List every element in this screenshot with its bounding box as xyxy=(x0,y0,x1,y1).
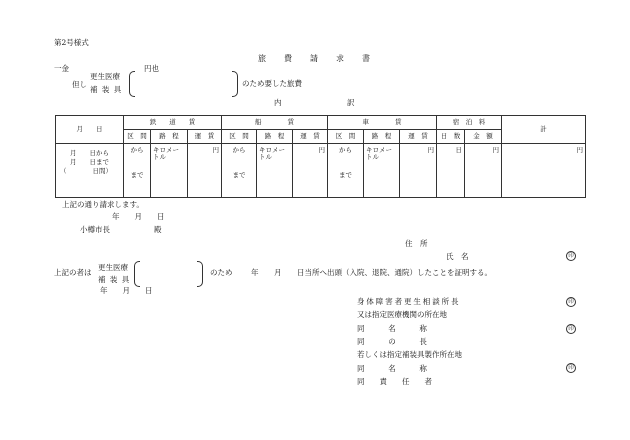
certifier-line-1: 身体障害者更生相談所長 xyxy=(357,297,461,306)
certifier-line-2: 又は指定医療機関の所在地 xyxy=(357,310,447,319)
certifier-line-7: 同 責 任 者 xyxy=(357,377,432,386)
rail-header: 鉄 道 賃 xyxy=(124,116,222,130)
brace-left xyxy=(129,71,135,97)
lodging-amount-header: 金 額 xyxy=(465,130,502,144)
car-distance-cell[interactable] xyxy=(364,144,400,198)
yen-unit: 円 xyxy=(576,146,584,154)
certifier-line-6: 同 名 称 xyxy=(357,364,428,373)
lodging-days-header: 日 数 xyxy=(437,130,465,144)
device-option-prosthetic: 補 装 具 xyxy=(90,85,123,94)
certifier-line-5: 若しくは指定補装具製作所在地 xyxy=(357,350,462,359)
title-char: 求 xyxy=(336,54,344,63)
date-cell[interactable] xyxy=(56,144,124,198)
certify-device-prosthetic: 補 装 具 xyxy=(98,275,131,284)
name-label: 氏 名 xyxy=(446,252,469,261)
kara-text: から xyxy=(130,146,144,154)
car-section-cell[interactable] xyxy=(328,144,364,198)
certify-device-medical: 更生医療 xyxy=(98,263,128,272)
yen-unit: 円 xyxy=(427,146,435,154)
date-header: 月 日 xyxy=(56,116,124,144)
amount-prefix: 一金 xyxy=(54,64,69,73)
ship-section-header: 区 間 xyxy=(222,130,257,144)
brace-right xyxy=(232,71,238,97)
car-fare-cell[interactable] xyxy=(400,144,437,198)
kara-text: から xyxy=(232,146,246,154)
certifier-line-4: 同 の 長 xyxy=(357,337,428,346)
ship-fare-header: 運 賃 xyxy=(293,130,328,144)
ship-fare-cell[interactable] xyxy=(293,144,328,198)
certify-prefix: 上記の者は xyxy=(54,268,92,277)
seal-mark: 印 xyxy=(566,297,576,307)
seal-mark: 印 xyxy=(566,324,576,334)
tadashi-label: 但し xyxy=(72,80,87,89)
ship-distance-cell[interactable] xyxy=(257,144,293,198)
car-distance-header: 路 程 xyxy=(364,130,400,144)
device-option-medical: 更生医療 xyxy=(90,72,120,81)
certify-year: 年 xyxy=(251,268,259,277)
rail-section-header: 区 間 xyxy=(124,130,151,144)
title-char: 書 xyxy=(362,54,370,63)
certify-brace-left xyxy=(134,261,140,287)
ship-distance-header: 路 程 xyxy=(257,130,293,144)
request-text: 上記の通り請求します。 xyxy=(62,200,144,209)
toru-text: トル xyxy=(259,152,272,161)
addressee-dono: 殿 xyxy=(154,225,162,234)
certifier-line-3: 同 名 称 xyxy=(357,324,428,333)
date-from: 月 日から xyxy=(70,149,109,157)
car-fare-header: 運 賃 xyxy=(400,130,437,144)
total-header: 計 xyxy=(502,116,586,144)
rail-distance-header: 路 程 xyxy=(151,130,188,144)
form-title xyxy=(249,53,379,64)
date-days: （ 日間） xyxy=(60,166,112,175)
title-char: 請 xyxy=(310,54,318,63)
car-section-header: 区 間 xyxy=(328,130,364,144)
certify-brace-right xyxy=(197,261,203,287)
title-char: 費 xyxy=(284,54,292,63)
kara-text: から xyxy=(339,146,353,154)
amount-suffix: 円也 xyxy=(144,64,159,73)
rail-distance-cell[interactable] xyxy=(151,144,188,198)
made-text: まで xyxy=(232,170,246,179)
km-text: キロメー xyxy=(259,146,285,154)
certify-date: 年 月 日 xyxy=(100,286,153,295)
toru-text: トル xyxy=(366,152,380,161)
address-label: 住 所 xyxy=(405,239,428,248)
toru-text: トル xyxy=(153,152,166,161)
expense-table xyxy=(55,115,586,198)
km-text: キロメー xyxy=(153,146,179,154)
title-char: 旅 xyxy=(258,54,266,63)
yen-unit: 円 xyxy=(212,146,219,154)
date-to: 月 日まで xyxy=(70,157,109,166)
form-number: 第2号様式 xyxy=(54,38,89,47)
ship-section-cell[interactable] xyxy=(222,144,257,198)
certify-rest: 日当所へ出頭（入院、退院、通院）したことを証明する。 xyxy=(297,268,492,277)
travel-purpose: のため要した旅費 xyxy=(242,79,302,88)
seal-mark: 印 xyxy=(566,251,576,261)
km-text: キロメー xyxy=(366,146,393,154)
lodging-days-cell[interactable] xyxy=(437,144,465,198)
rail-fare-header: 運 賃 xyxy=(188,130,222,144)
yen-unit: 円 xyxy=(492,146,500,154)
certify-middle: のため xyxy=(210,268,233,277)
breakdown-wake: 訳 xyxy=(347,98,355,107)
addressee: 小樽市長 xyxy=(80,225,110,234)
request-date: 年 月 日 xyxy=(112,212,165,221)
lodging-amount-cell[interactable] xyxy=(465,144,502,198)
ship-header: 船 賃 xyxy=(222,116,328,130)
rail-fare-cell[interactable] xyxy=(188,144,222,198)
total-cell[interactable] xyxy=(502,144,586,198)
day-unit: 日 xyxy=(455,146,463,154)
rail-section-cell[interactable] xyxy=(124,144,151,198)
made-text: まで xyxy=(130,170,144,179)
yen-unit: 円 xyxy=(318,146,326,154)
made-text: まで xyxy=(339,170,353,179)
certify-month: 月 xyxy=(274,268,282,277)
seal-mark: 印 xyxy=(566,363,576,373)
lodging-header: 宿 泊 料 xyxy=(437,116,502,130)
breakdown-nai: 内 xyxy=(274,98,282,107)
car-header: 車 賃 xyxy=(328,116,437,130)
